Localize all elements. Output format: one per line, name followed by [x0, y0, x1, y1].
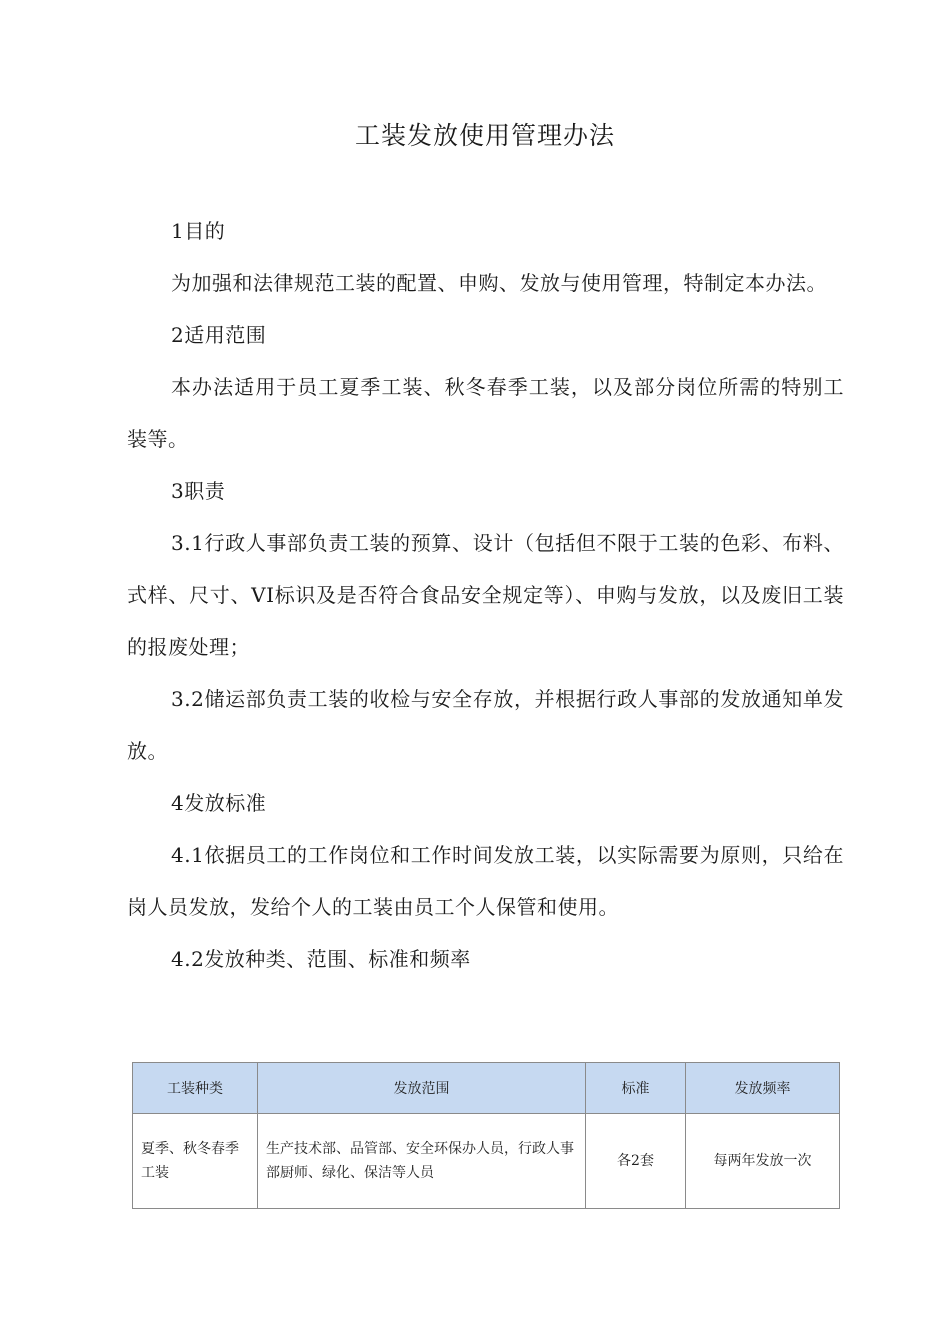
- heading-scope: 2适用范围: [171, 323, 267, 347]
- table-header-row: [133, 1063, 840, 1114]
- document-title: 工装发放使用管理办法: [354, 121, 615, 150]
- paragraph-standard-4-1: 4.1依据员工的工作岗位和工作时间发放工装，以实际需要为原则，只给在岗人员发放，发给个人的工装由员工个人保管和使用。: [127, 843, 844, 919]
- header-type: 工装种类: [133, 1063, 258, 1114]
- heading-purpose: 1目的: [171, 219, 226, 243]
- cell-scope: 生产技术部、品管部、安全环保办人员，行政人事部厨师、绿化、保洁等人员: [258, 1114, 586, 1209]
- header-frequency: 发放频率: [686, 1063, 840, 1114]
- cell-frequency: 每两年发放一次: [686, 1114, 840, 1209]
- distribution-table-container: [132, 1062, 839, 1209]
- cell-type: 夏季、秋冬春季工装: [133, 1114, 258, 1209]
- heading-duties: 3职责: [171, 479, 226, 503]
- heading-standard-4-2: 4.2发放种类、范围、标准和频率: [171, 947, 471, 971]
- paragraph-duty-3-2: 3.2储运部负责工装的收检与安全存放，并根据行政人事部的发放通知单发放。: [127, 687, 844, 763]
- paragraph-duty-3-1: 3.1行政人事部负责工装的预算、设计（包括但不限于工装的色彩、布料、式样、尺寸、VI标识及是否符合食品安全规定等）、申购与发放，以及废旧工装的报废处理；: [127, 531, 844, 659]
- document-body: [127, 205, 844, 985]
- heading-standards: 4发放标准: [171, 791, 267, 815]
- cell-standard: 各2套: [586, 1114, 686, 1209]
- header-scope: 发放范围: [258, 1063, 586, 1114]
- paragraph-purpose: 为加强和法律规范工装的配置、申购、发放与使用管理，特制定本办法。: [171, 271, 827, 295]
- table-row: [133, 1114, 840, 1209]
- paragraph-scope: 本办法适用于员工夏季工装、秋冬春季工装，以及部分岗位所需的特别工装等。: [127, 375, 844, 451]
- distribution-table: [132, 1062, 840, 1209]
- header-standard: 标准: [586, 1063, 686, 1114]
